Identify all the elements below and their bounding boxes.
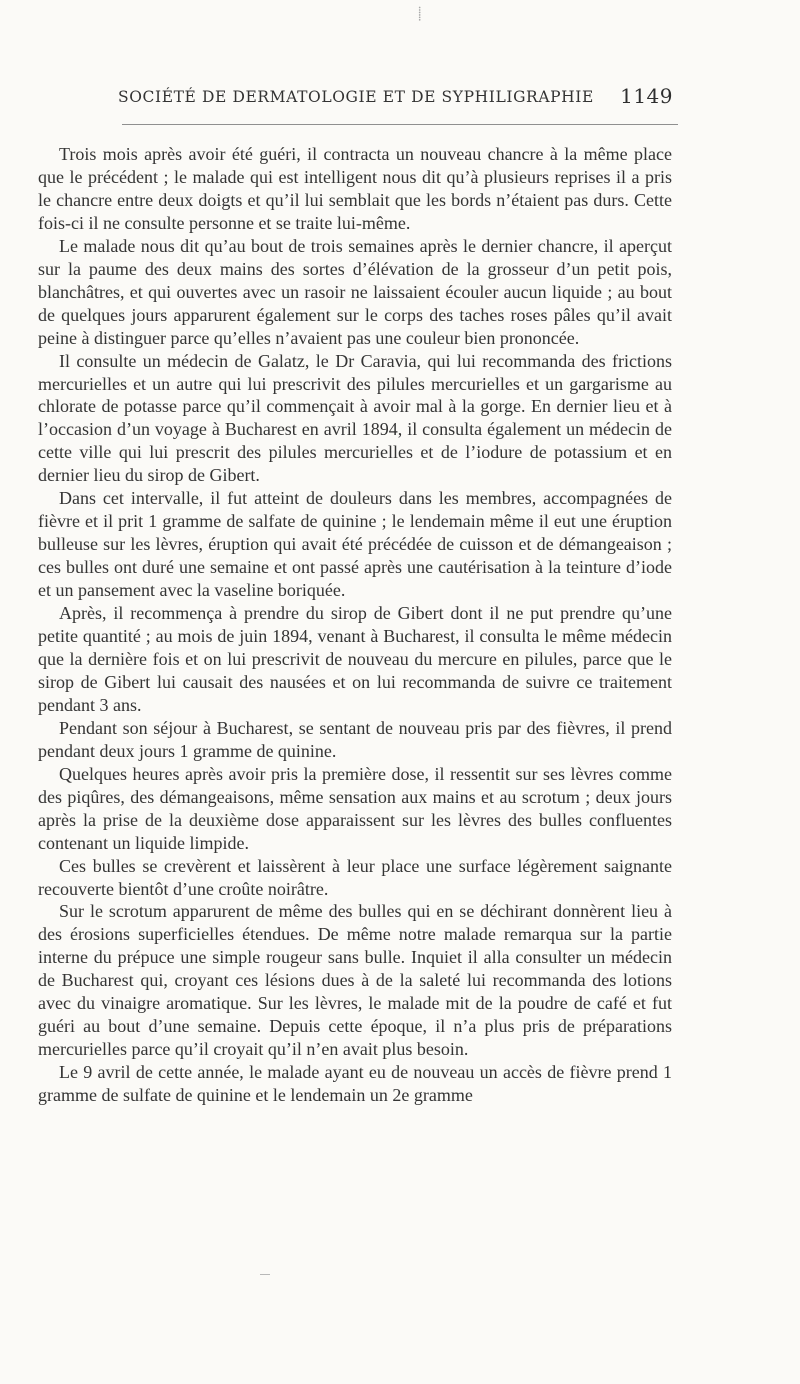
running-head-title: SOCIÉTÉ DE DERMATOLOGIE ET DE SYPHILIGRAPHIE: [118, 88, 594, 106]
paragraph: Sur le scrotum apparurent de même des bulles qui en se déchirant donnèrent lieu à des érosions superficielles étendues. De même notre malade remarqua sur la partie interne du prépuce une simple rougeur sans bulle. Inquiet il alla consulter un médecin de Bucharest qui, croyant ces lésions dues à de la saleté lui recommanda des lotions avec du vinaigre aromatique. Sur les lèvres, le malade mit de la poudre de café et fut guéri au bout d’une semaine. Depuis cette époque, il n’a plus pris de préparations mercurielles parce qu’il croyait qu’il n’en avait plus besoin.: [38, 901, 672, 1060]
paragraph: Le malade nous dit qu’au bout de trois semaines après le dernier chancre, il aperçut sur la paume des deux mains des sortes d’élévation de la grosseur d’un petit pois, blanchâtres, et qui ouvertes avec un rasoir ne laissaient écouler aucun liquide ; au bout de quelques jours apparurent également sur le corps des taches roses pâles qu’il avait peine à distinguer parce qu’elles n’avaient pas une couleur bien prononcée.: [38, 235, 672, 348]
paragraph: Trois mois après avoir été guéri, il contracta un nouveau chancre à la même place que le précédent ; le malade qui est intelligent nous dit qu’à plusieurs reprises il a pris le chancre entre deux doigts et qu’il lui semblait que les bords n’étaient pas durs. Cette fois-ci il ne consulte personne et se traite lui-même.: [38, 144, 672, 233]
paragraph: Pendant son séjour à Bucharest, se sentant de nouveau pris par des fièvres, il prend pendant deux jours 1 gramme de quinine.: [38, 717, 672, 761]
paragraph: Il consulte un médecin de Galatz, le Dr Caravia, qui lui recommanda des frictions mercurielles et un autre qui lui prescrivit des pilules mercurielles et un gargarisme au chlorate de potasse parce qu’il commençait à avoir mal à la gorge. En dernier lieu et à l’occasion d’un voyage à Bucharest en avril 1894, il consulta également un médecin de cette ville qui lui prescrit des pilules mercurielles et de l’iodure de potassium et en dernier lieu du sirop de Gibert.: [38, 350, 672, 486]
paragraph: Dans cet intervalle, il fut atteint de douleurs dans les membres, accompagnées de fièvre et il prit 1 gramme de salfate de quinine ; le lendemain même il eut une éruption bulleuse sur les lèvres, éruption qui avait été précédée de cuisson et de démangeaison ; ces bulles ont duré une semaine et ont passé après une cautérisation à la teinture d’iode et un pansement avec la vaseline boriquée.: [38, 488, 672, 601]
paragraph: Quelques heures après avoir pris la première dose, il ressentit sur ses lèvres comme des piqûres, des démangeaisons, même sensation aux mains et au scrotum ; deux jours après la prise de la deuxième dose apparaissent sur les lèvres des bulles confluentes contenant un liquide limpide.: [38, 763, 672, 853]
scan-speck: [260, 1274, 270, 1275]
body-text: [38, 143, 672, 1107]
paragraph: Ces bulles se crevèrent et laissèrent à leur place une surface légèrement saignante recouverte bientôt d’une croûte noirâtre.: [38, 855, 672, 899]
scan-mark: ⸽: [418, 7, 422, 22]
paragraph: Après, il recommença à prendre du sirop de Gibert dont il ne put prendre qu’une petite quantité ; au mois de juin 1894, venant à Bucharest, il consulta le même médecin que la dernière fois et on lui prescrivit de nouveau du mercure en pilules, parce que le sirop de Gibert lui causait des nausées et on lui recommanda de suivre ce traitement pendant 3 ans.: [38, 603, 672, 715]
page-number: 1149: [620, 84, 673, 108]
header-rule: [122, 124, 678, 125]
paragraph: Le 9 avril de cette année, le malade ayant eu de nouveau un accès de fièvre prend 1 gramme de sulfate de quinine et le lendemain un 2e gramme: [38, 1062, 672, 1106]
